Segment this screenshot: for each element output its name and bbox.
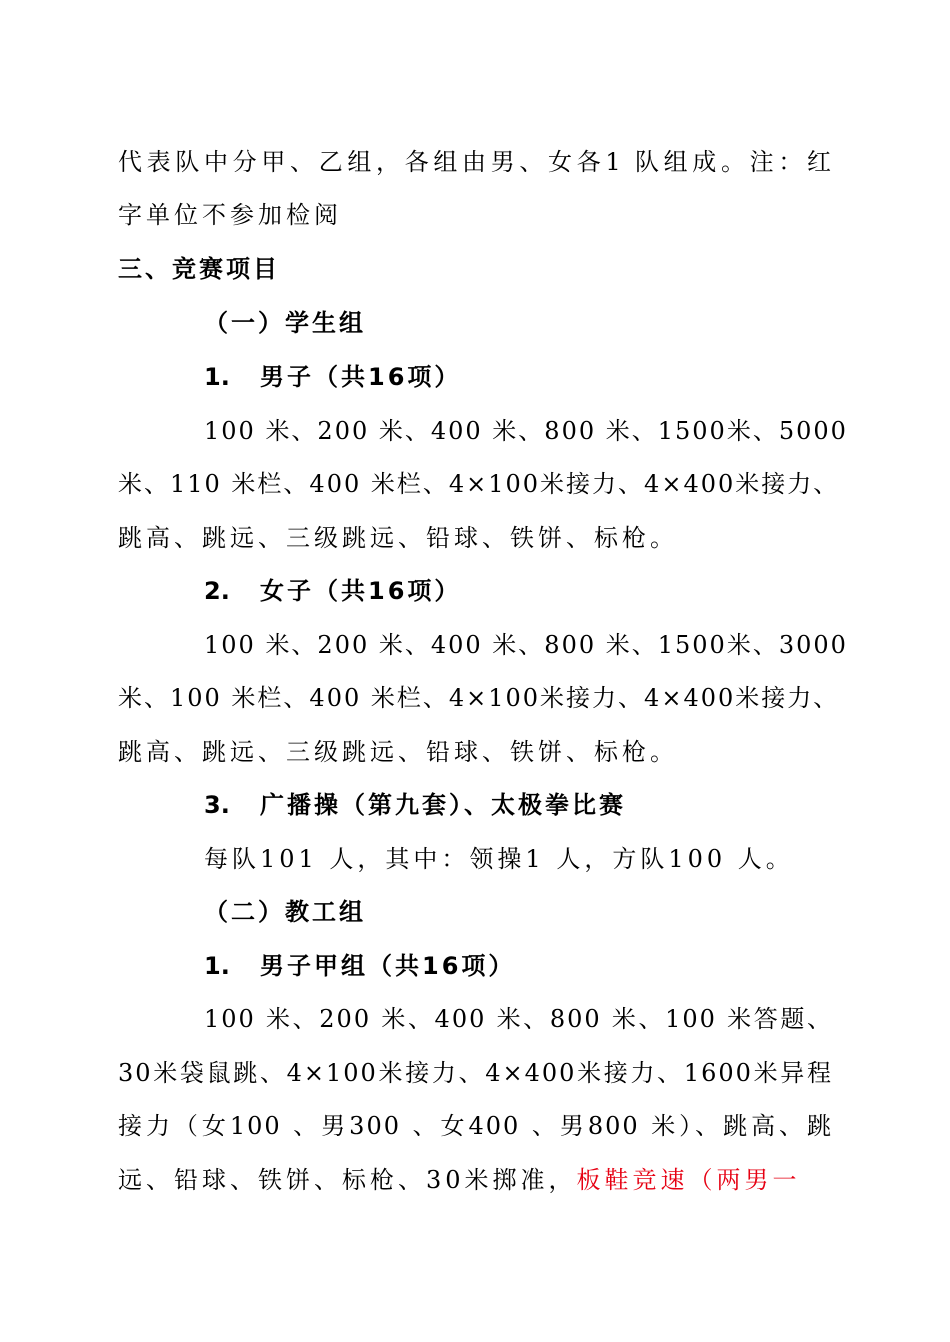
item-heading-men [204,362,919,392]
highlighted-text: 板鞋竞速（两男一 [576,1166,801,1194]
item-title: 广播操（第九套）、太极拳比赛 [260,791,626,819]
item-number: 3. [204,791,230,819]
paragraph-line: 跳高、跳远、三级跳远、铅球、铁饼、标枪。 [118,738,678,766]
paragraph-line: 100 米、200 米、400 米、800 米、1500米、5000 [204,417,848,445]
paragraph-line: 100 米、200 米、400 米、800 米、100 米答题、 [204,1005,833,1033]
text-run: 远、铅球、铁饼、标枪、30米掷准， [118,1166,577,1194]
section-heading: 三、竞赛项目 [118,255,280,283]
paragraph-line [118,1165,833,1195]
paragraph-line: 100 米、200 米、400 米、800 米、1500米、3000 [204,631,848,659]
item-heading-women [204,576,919,606]
item-heading-exercise [204,790,919,820]
item-title: 男子（共16项） [260,363,462,391]
item-heading-men-a [204,951,919,981]
item-number: 1. [204,363,230,391]
item-number: 1. [204,952,230,980]
paragraph-line: 米、110 米栏、400 米栏、4×100米接力、4×400米接力、 [118,470,840,498]
paragraph-line: 30米袋鼠跳、4×100米接力、4×400米接力、1600米异程 [118,1059,833,1087]
item-number: 2. [204,577,230,605]
paragraph-line: 代表队中分甲、乙组，各组由男、女各1 队组成。注：红 [118,148,833,176]
subsection-heading-staff: （二）教工组 [204,898,366,926]
subsection-heading-student: （一）学生组 [204,309,366,337]
item-title: 男子甲组（共16项） [260,952,516,980]
paragraph-line: 字单位不参加检阅 [118,201,342,229]
paragraph-line: 每队101 人，其中：领操1 人，方队100 人。 [204,845,794,873]
item-title: 女子（共16项） [260,577,462,605]
paragraph-line: 米、100 米栏、400 米栏、4×100米接力、4×400米接力、 [118,684,840,712]
paragraph-line: 跳高、跳远、三级跳远、铅球、铁饼、标枪。 [118,524,678,552]
paragraph-line: 接力（女100 、男300 、女400 、男800 米）、跳高、跳 [118,1112,833,1140]
